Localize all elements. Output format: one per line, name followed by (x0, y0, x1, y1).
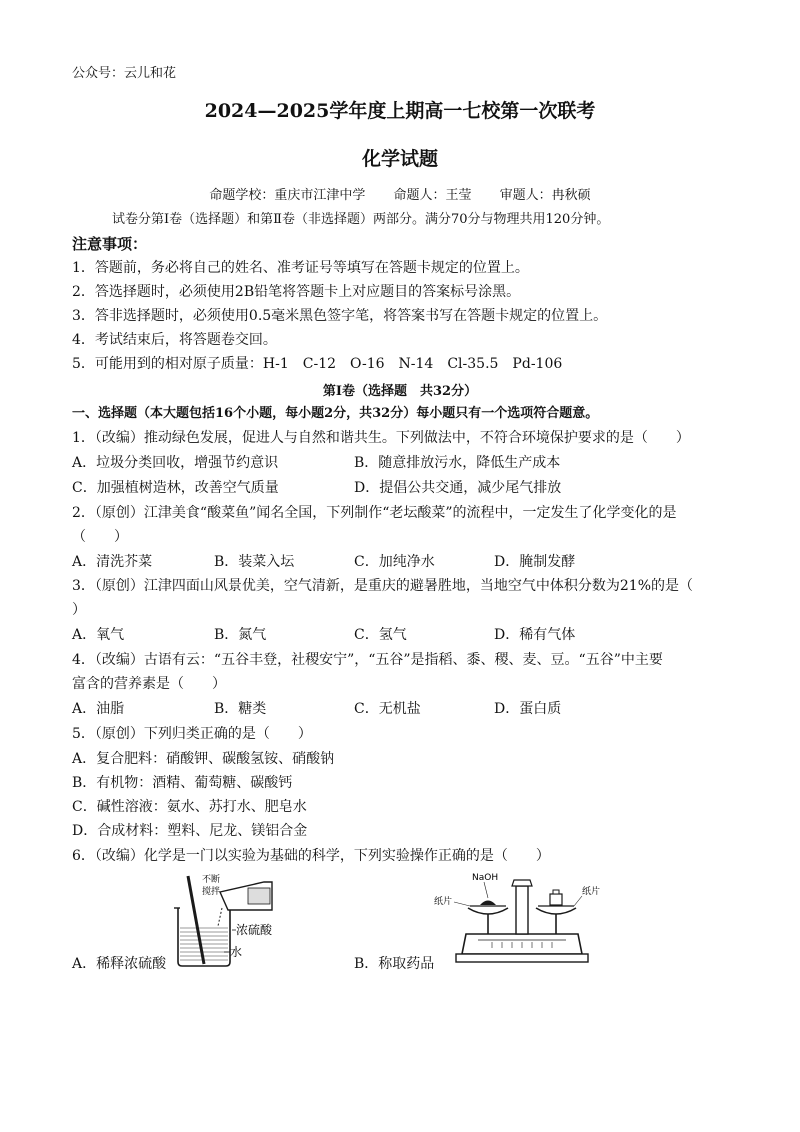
q4-option-c: C．无机盐 (354, 701, 421, 717)
q3-option-c: C．氢气 (354, 627, 407, 643)
q1-option-a: A．垃圾分类回收，增强节约意识 (72, 455, 279, 471)
exam-description: 试卷分第Ⅰ卷（选择题）和第Ⅱ卷（非选择题）两部分。满分70分与物理共用120分钟。 (112, 212, 610, 227)
dilute-acid-figure (168, 870, 280, 970)
part1-heading: 第Ⅰ卷（选择题 共32分） (322, 384, 478, 399)
q1-option-d: D．提倡公共交通，减少尾气排放 (354, 480, 562, 496)
q2-option-b: B．装菜入坛 (214, 554, 295, 570)
stir-label-1: 不断 (202, 875, 221, 885)
q5-option-d: D．合成材料：塑料、尼龙、镁铝合金 (72, 823, 308, 839)
q2-option-c: C．加纯净水 (354, 554, 435, 570)
question-2-stem: 2．（原创）江津美食“酸菜鱼”闻名全国，下列制作“老坛酸菜”的流程中，一定发生了化学变化的是 (72, 505, 677, 521)
note-item: 4．考试结束后，将答题卷交回。 (72, 332, 277, 348)
q4-option-d: D．蛋白质 (494, 701, 562, 717)
q5-option-b: B．有机物：酒精、葡萄糖、碳酸钙 (72, 775, 293, 791)
question-2-stem-cont: （ ） (72, 529, 128, 545)
notes-heading: 注意事项： (72, 235, 148, 253)
wechat-header: 公众号：云儿和花 (72, 66, 177, 81)
exam-subject: 化学试题 (361, 148, 438, 170)
q4-option-b: B．糖类 (214, 701, 267, 717)
q2-option-d: D．腌制发酵 (494, 554, 576, 570)
q6-option-b: B．称取药品 (354, 956, 435, 972)
question-3-stem: 3．（原创）江津四面山风景优美，空气清新，是重庆的避暑胜地，当地空气中体积分数为21%的是（ (72, 578, 694, 594)
q4-option-a: A．油脂 (72, 701, 125, 717)
q2-option-a: A．清洗芥菜 (72, 554, 153, 570)
question-5-stem: 5．（原创）下列归类正确的是（ ） (72, 726, 312, 742)
exam-author: 命题人：王莹 (393, 188, 472, 203)
water-label: 水 (230, 945, 243, 959)
exam-meta (0, 184, 800, 203)
q5-option-a: A．复合肥料：硝酸钾、碳酸氢铵、硝酸钠 (72, 751, 335, 767)
q1-option-c: C．加强植树造林，改善空气质量 (72, 480, 279, 496)
q3-option-d: D．稀有气体 (494, 627, 576, 643)
q6-option-a: A．稀释浓硫酸 (72, 956, 167, 972)
q3-option-a: A．氧气 (72, 627, 125, 643)
note-item: 5．可能用到的相对原子质量：H-1 C-12 O-16 N-14 Cl-35.5 Pd-106 (72, 356, 563, 372)
question-4-stem: 4．（改编）古语有云：“五谷丰登，社稷安宁”，“五谷”是指稻、黍、稷、麦、豆。“五谷”中主要 (72, 652, 663, 668)
stir-label-2: 搅拌 (202, 887, 221, 897)
acid-label: 浓硫酸 (236, 923, 273, 937)
question-1-stem: 1．（改编）推动绿色发展，促进人与自然和谐共生。下列做法中，不符合环境保护要求的是（ ） (72, 430, 690, 446)
q3-option-b: B．氮气 (214, 627, 267, 643)
q1-option-b: B．随意排放污水，降低生产成本 (354, 455, 561, 471)
note-item: 1．答题前，务必将自己的姓名、准考证号等填写在答题卡规定的位置上。 (72, 260, 529, 276)
note-item: 2．答选择题时，必须使用2B铅笔将答题卡上对应题目的答案标号涂黑。 (72, 284, 521, 300)
section-heading: 一、选择题（本大题包括16个小题，每小题2分，共32分）每小题只有一个选项符合题意。 (72, 406, 599, 421)
question-4-stem-cont: 富含的营养素是（ ） (72, 676, 226, 692)
balance-figure (432, 868, 608, 968)
exam-reviewer: 审题人：冉秋硕 (499, 188, 591, 203)
paper-left-label: 纸片 (434, 897, 453, 907)
note-item: 3．答非选择题时，必须使用0.5毫米黑色签字笔，将答案书写在答题卡规定的位置上。 (72, 308, 608, 324)
q5-option-c: C．碱性溶液：氨水、苏打水、肥皂水 (72, 799, 307, 815)
paper-right-label: 纸片 (582, 887, 601, 897)
exam-school: 命题学校：重庆市江津中学 (209, 188, 366, 203)
naoh-label: NaOH (472, 873, 499, 883)
question-3-stem-cont: ） (72, 602, 86, 618)
question-6-stem: 6．（改编）化学是一门以实验为基础的科学，下列实验操作正确的是（ ） (72, 848, 550, 864)
exam-title: 2024—2025学年度上期高一七校第一次联考 (204, 100, 596, 122)
